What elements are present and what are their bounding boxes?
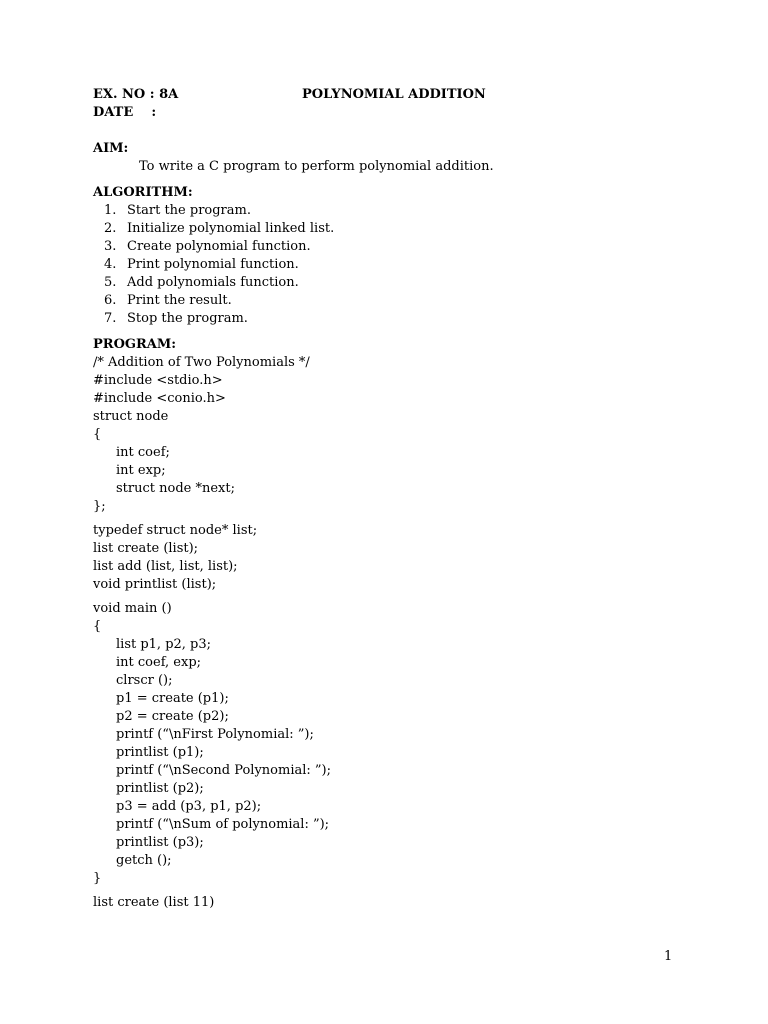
exercise-title: POLYNOMIAL ADDITION (302, 87, 486, 102)
algorithm-step: 5. Add polynomials function. (104, 275, 299, 290)
exercise-header (93, 86, 733, 104)
code-line: void main () (93, 601, 172, 616)
code-line: }; (93, 499, 106, 514)
algorithm-steps (93, 202, 733, 328)
page-content (93, 86, 733, 912)
algorithm-step: 3. Create polynomial function. (104, 239, 311, 254)
algorithm-step: 7. Stop the program. (104, 311, 248, 326)
code-line: clrscr (); (116, 673, 173, 688)
code-line: list create (list 11) (93, 895, 215, 910)
code-line: list add (list, list, list); (93, 559, 238, 574)
code-line: printlist (p2); (116, 781, 204, 796)
algorithm-step: 2. Initialize polynomial linked list. (104, 221, 335, 236)
code-line: p3 = add (p3, p1, p2); (116, 799, 262, 814)
code-line: int coef, exp; (116, 655, 202, 670)
code-line: printf (“\nFirst Polynomial: ”); (116, 727, 314, 742)
code-line: /* Addition of Two Polynomials */ (93, 355, 310, 370)
page-number: 1 (664, 949, 673, 964)
code-line: p1 = create (p1); (116, 691, 229, 706)
algorithm-heading: ALGORITHM: (93, 185, 193, 200)
code-line: getch (); (116, 853, 172, 868)
code-block-main (93, 600, 733, 888)
code-line: p2 = create (p2); (116, 709, 229, 724)
exercise-number: EX. NO : 8A (93, 87, 179, 102)
date-label: DATE : (93, 105, 157, 120)
program-heading: PROGRAM: (93, 337, 177, 352)
code-line: } (93, 871, 102, 886)
code-line: printlist (p3); (116, 835, 204, 850)
algorithm-step: 4. Print polynomial function. (104, 257, 299, 272)
code-line: void printlist (list); (93, 577, 217, 592)
code-line: int exp; (116, 463, 166, 478)
code-line: typedef struct node* list; (93, 523, 258, 538)
code-line: struct node (93, 409, 169, 424)
code-block-includes (93, 354, 733, 516)
aim-text: To write a C program to perform polynomial addition. (139, 159, 494, 174)
code-block-prototypes (93, 522, 733, 594)
code-line: printf (“\nSum of polynomial: ”); (116, 817, 330, 832)
code-line: { (93, 427, 102, 442)
algorithm-step: 6. Print the result. (104, 293, 232, 308)
code-line: list p1, p2, p3; (116, 637, 212, 652)
code-line: printlist (p1); (116, 745, 204, 760)
code-line: #include <stdio.h> (93, 373, 223, 388)
code-line: list create (list); (93, 541, 199, 556)
code-line: printf (“\nSecond Polynomial: ”); (116, 763, 331, 778)
code-line: { (93, 619, 102, 634)
code-line: #include <conio.h> (93, 391, 226, 406)
algorithm-step: 1. Start the program. (104, 203, 251, 218)
aim-heading: AIM: (93, 141, 129, 156)
code-line: int coef; (116, 445, 170, 460)
code-line: struct node *next; (116, 481, 235, 496)
